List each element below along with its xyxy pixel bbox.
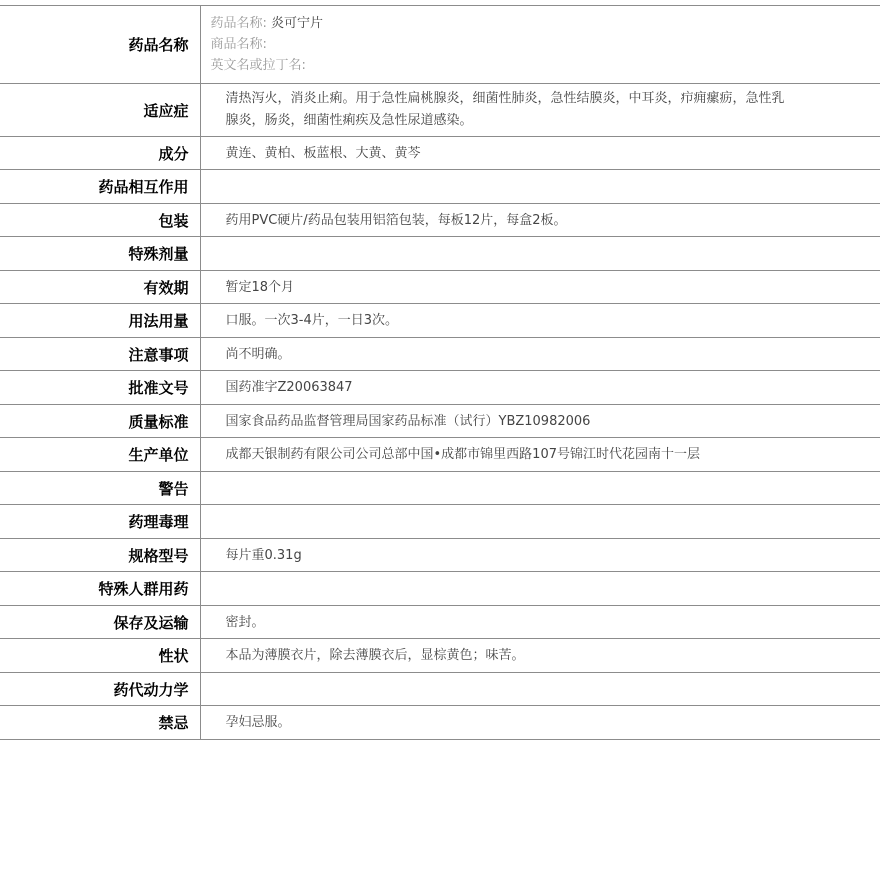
trade-name-line (211, 34, 880, 55)
row-value (200, 84, 880, 137)
row-ingredients (0, 137, 880, 170)
row-contraindications (0, 706, 880, 740)
row-label: 禁忌 (0, 706, 200, 740)
indication-text: 清热泻火，消炎止痢。用于急性扁桃腺炎，细菌性肺炎，急性结膜炎，中耳炎，疖痈瘰疬，急性乳腺炎，肠炎，细菌性痢疾及急性尿道感染。 (225, 91, 785, 128)
row-value: 口服。一次3-4片，一日3次。 (200, 304, 880, 338)
generic-name-key: 药品名称: (210, 16, 267, 31)
row-label: 批准文号 (0, 371, 200, 405)
generic-name-value: 炎可宁片 (271, 16, 324, 31)
row-label: 成分 (0, 137, 200, 170)
row-storage (0, 606, 880, 639)
row-specification (0, 539, 880, 572)
drug-name-cell (200, 6, 880, 84)
row-value (200, 572, 880, 606)
row-special-dosage (0, 237, 880, 271)
row-pharmacokinetics (0, 673, 880, 706)
row-special-populations (0, 572, 880, 606)
row-value: 国药准字Z20063847 (200, 371, 880, 405)
row-label: 警告 (0, 472, 200, 505)
row-label: 保存及运输 (0, 606, 200, 639)
row-label: 质量标准 (0, 405, 200, 438)
row-label: 包装 (0, 204, 200, 237)
row-label: 生产单位 (0, 438, 200, 472)
row-label: 注意事项 (0, 338, 200, 371)
row-label: 药理毒理 (0, 505, 200, 539)
generic-name-line (211, 13, 880, 34)
row-approval-number (0, 371, 880, 405)
row-value: 成都天银制药有限公司公司总部中国•成都市锦里西路107号锦江时代花园南十一层 (200, 438, 880, 472)
row-value (200, 505, 880, 539)
drug-info-table (0, 5, 880, 740)
row-value (200, 237, 880, 271)
row-indication (0, 84, 880, 137)
row-value: 密封。 (200, 606, 880, 639)
row-label: 药品相互作用 (0, 170, 200, 204)
row-value: 每片重0.31g (200, 539, 880, 572)
row-value: 孕妇忌服。 (200, 706, 880, 740)
row-drug-name (0, 6, 880, 84)
english-name-line (211, 55, 880, 76)
trade-name-key: 商品名称: (210, 37, 267, 52)
row-value (200, 170, 880, 204)
row-value: 尚不明确。 (200, 338, 880, 371)
row-label: 有效期 (0, 271, 200, 304)
row-shelf-life (0, 271, 880, 304)
english-name-key: 英文名或拉丁名: (210, 58, 306, 73)
row-value (200, 472, 880, 505)
row-value: 本品为薄膜衣片，除去薄膜衣后，显棕黄色；味苦。 (200, 639, 880, 673)
row-label: 药代动力学 (0, 673, 200, 706)
row-value: 暂定18个月 (200, 271, 880, 304)
row-manufacturer (0, 438, 880, 472)
row-label: 适应症 (0, 84, 200, 137)
row-label: 特殊剂量 (0, 237, 200, 271)
row-packaging (0, 204, 880, 237)
row-label: 规格型号 (0, 539, 200, 572)
row-pharmacology (0, 505, 880, 539)
row-warning (0, 472, 880, 505)
row-value: 黄连、黄柏、板蓝根、大黄、黄芩 (200, 137, 880, 170)
row-value (200, 673, 880, 706)
row-drug-interactions (0, 170, 880, 204)
row-description (0, 639, 880, 673)
row-label: 性状 (0, 639, 200, 673)
row-label: 用法用量 (0, 304, 200, 338)
row-dosage (0, 304, 880, 338)
row-precautions (0, 338, 880, 371)
row-label: 特殊人群用药 (0, 572, 200, 606)
row-value: 国家食品药品监督管理局国家药品标准（试行）YBZ10982006 (200, 405, 880, 438)
row-value: 药用PVC硬片/药品包装用铝箔包装，每板12片，每盒2板。 (200, 204, 880, 237)
row-label: 药品名称 (0, 6, 200, 84)
row-quality-standard (0, 405, 880, 438)
